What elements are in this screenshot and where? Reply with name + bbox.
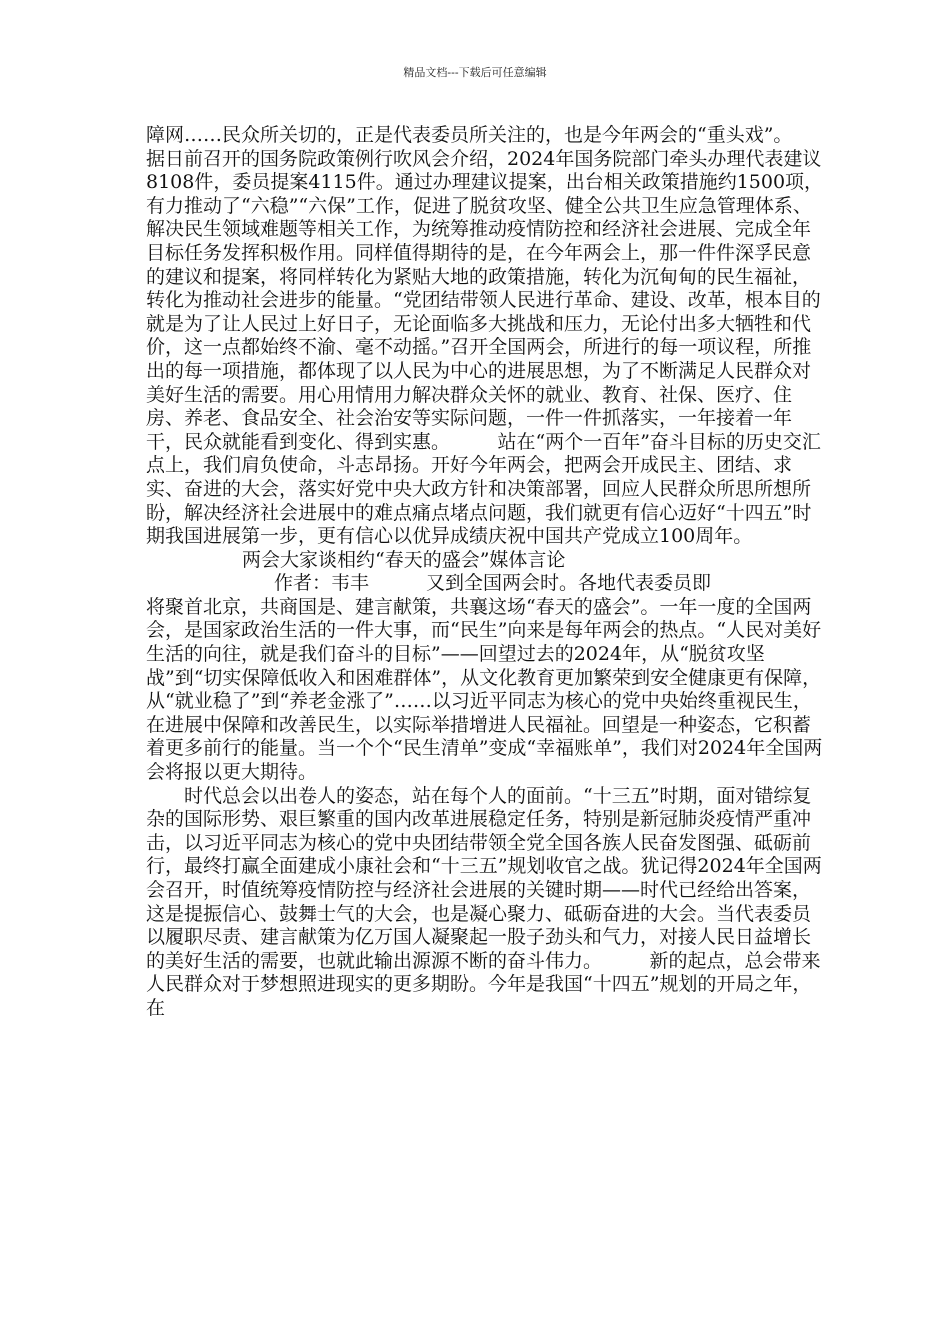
document-body [146,124,840,1021]
article2-byline: 作者：韦丰 又到全国两会时。各地代表委员即 [274,572,712,595]
page-header: 精品文档---下载后可任意编辑 [403,66,547,79]
article2-title: 两会大家谈相约“春天的盛会”媒体言论 [242,548,566,571]
article2-body: 将聚首北京，共商国是、建言献策，共襄这场“春天的盛会”。一年一度的全国两会，是国家政治生活的一件大事，而“民生”向来是每年两会的热点。“人民对美好生活的向往，就是我们奋斗的目标”——回望过去的2024年，从“脱贫攻坚战”到“切实保障低收入和困难群体”，从文化教育更加繁荣到安全健康更有保障，从“就业稳了”到“养老金涨了”……以习近平同志为核心的党中央始终重视民生，在进展中保障和改善民生，以实际举措增进人民福祉。回望是一种姿态，它积蓄着更多前行的能量。当一个个“民生清单”变成“幸福账单”，我们对2024年全国两会将报以更大期待。 [146,595,823,784]
article2-paragraph-2: 时代总会以出卷人的姿态，站在每个人的面前。“十三五”时期，面对错综复杂的国际形势、艰巨繁重的国内改革进展稳定任务，特别是新冠肺炎疫情严重冲击，以习近平同志为核心的党中央团结带领全党全国各族人民奋发图强、砥砺前行，最终打赢全面建成小康社会和“十三五”规划收官之战。犹记得2024年全国两会召开，时值统筹疫情防控与经济社会进展的关键时期——时代已经给出答案，这是提振信心、鼓舞士气的大会，也是凝心聚力、砥砺奋进的大会。当代表委员以履职尽责、建言献策为亿万国人凝聚起一股子劲头和气力，对接人民日益增长的美好生活的需要，也就此输出源源不断的奋斗伟力。 新的起点，总会带来人民群众对于梦想照进现实的更多期盼。今年是我国“十四五”规划的开局之年，在 [146,784,822,1019]
article1-body: 障网……民众所关切的，正是代表委员所关注的，也是今年两会的“重头戏”。 据日前召开的国务院政策例行吹风会介绍，2024年国务院部门牵头办理代表建议8108件，委员提案4115件。通过办理建议提案，出台相关政策措施约1500项，有力推动了“六稳”“六保”工作，促进了脱贫攻坚、健全公共卫生应急管理体系、解决民生领域难题等相关工作，为统筹推动疫情防控和经济社会进展、完成全年目标任务发挥积极作用。同样值得期待的是，在今年两会上，那一件件深孚民意的建议和提案，将同样转化为紧贴大地的政策措施，转化为沉甸甸的民生福祉，转化为推动社会进步的能量。“党团结带领人民进行革命、建设、改革，根本目的就是为了让人民过上好日子，无论面临多大挑战和压力，无论付出多大牺牲和代价，这一点都始终不渝、毫不动摇。”召开全国两会，所进行的每一项议程，所推出的每一项措施，都体现了以人民为中心的进展思想，为了不断满足人民群众对美好生活的需要。用心用情用力解决群众关怀的就业、教育、社保、医疗、住房、养老、食品安全、社会治安等实际问题，一件一件抓落实，一年接着一年干，民众就能看到变化、得到实惠。 站在“两个一百年”奋斗目标的历史交汇点上，我们肩负使命，斗志昂扬。开好今年两会，把两会开成民主、团结、求实、奋进的大会，落实好党中央大政方针和决策部署，回应人民群众所思所想所盼，解决经济社会进展中的难点痛点堵点问题，我们就更有信心迈好“十四五”时期我国进展第一步，更有信心以优异成绩庆祝中国共产党成立100周年。 [146,124,840,548]
